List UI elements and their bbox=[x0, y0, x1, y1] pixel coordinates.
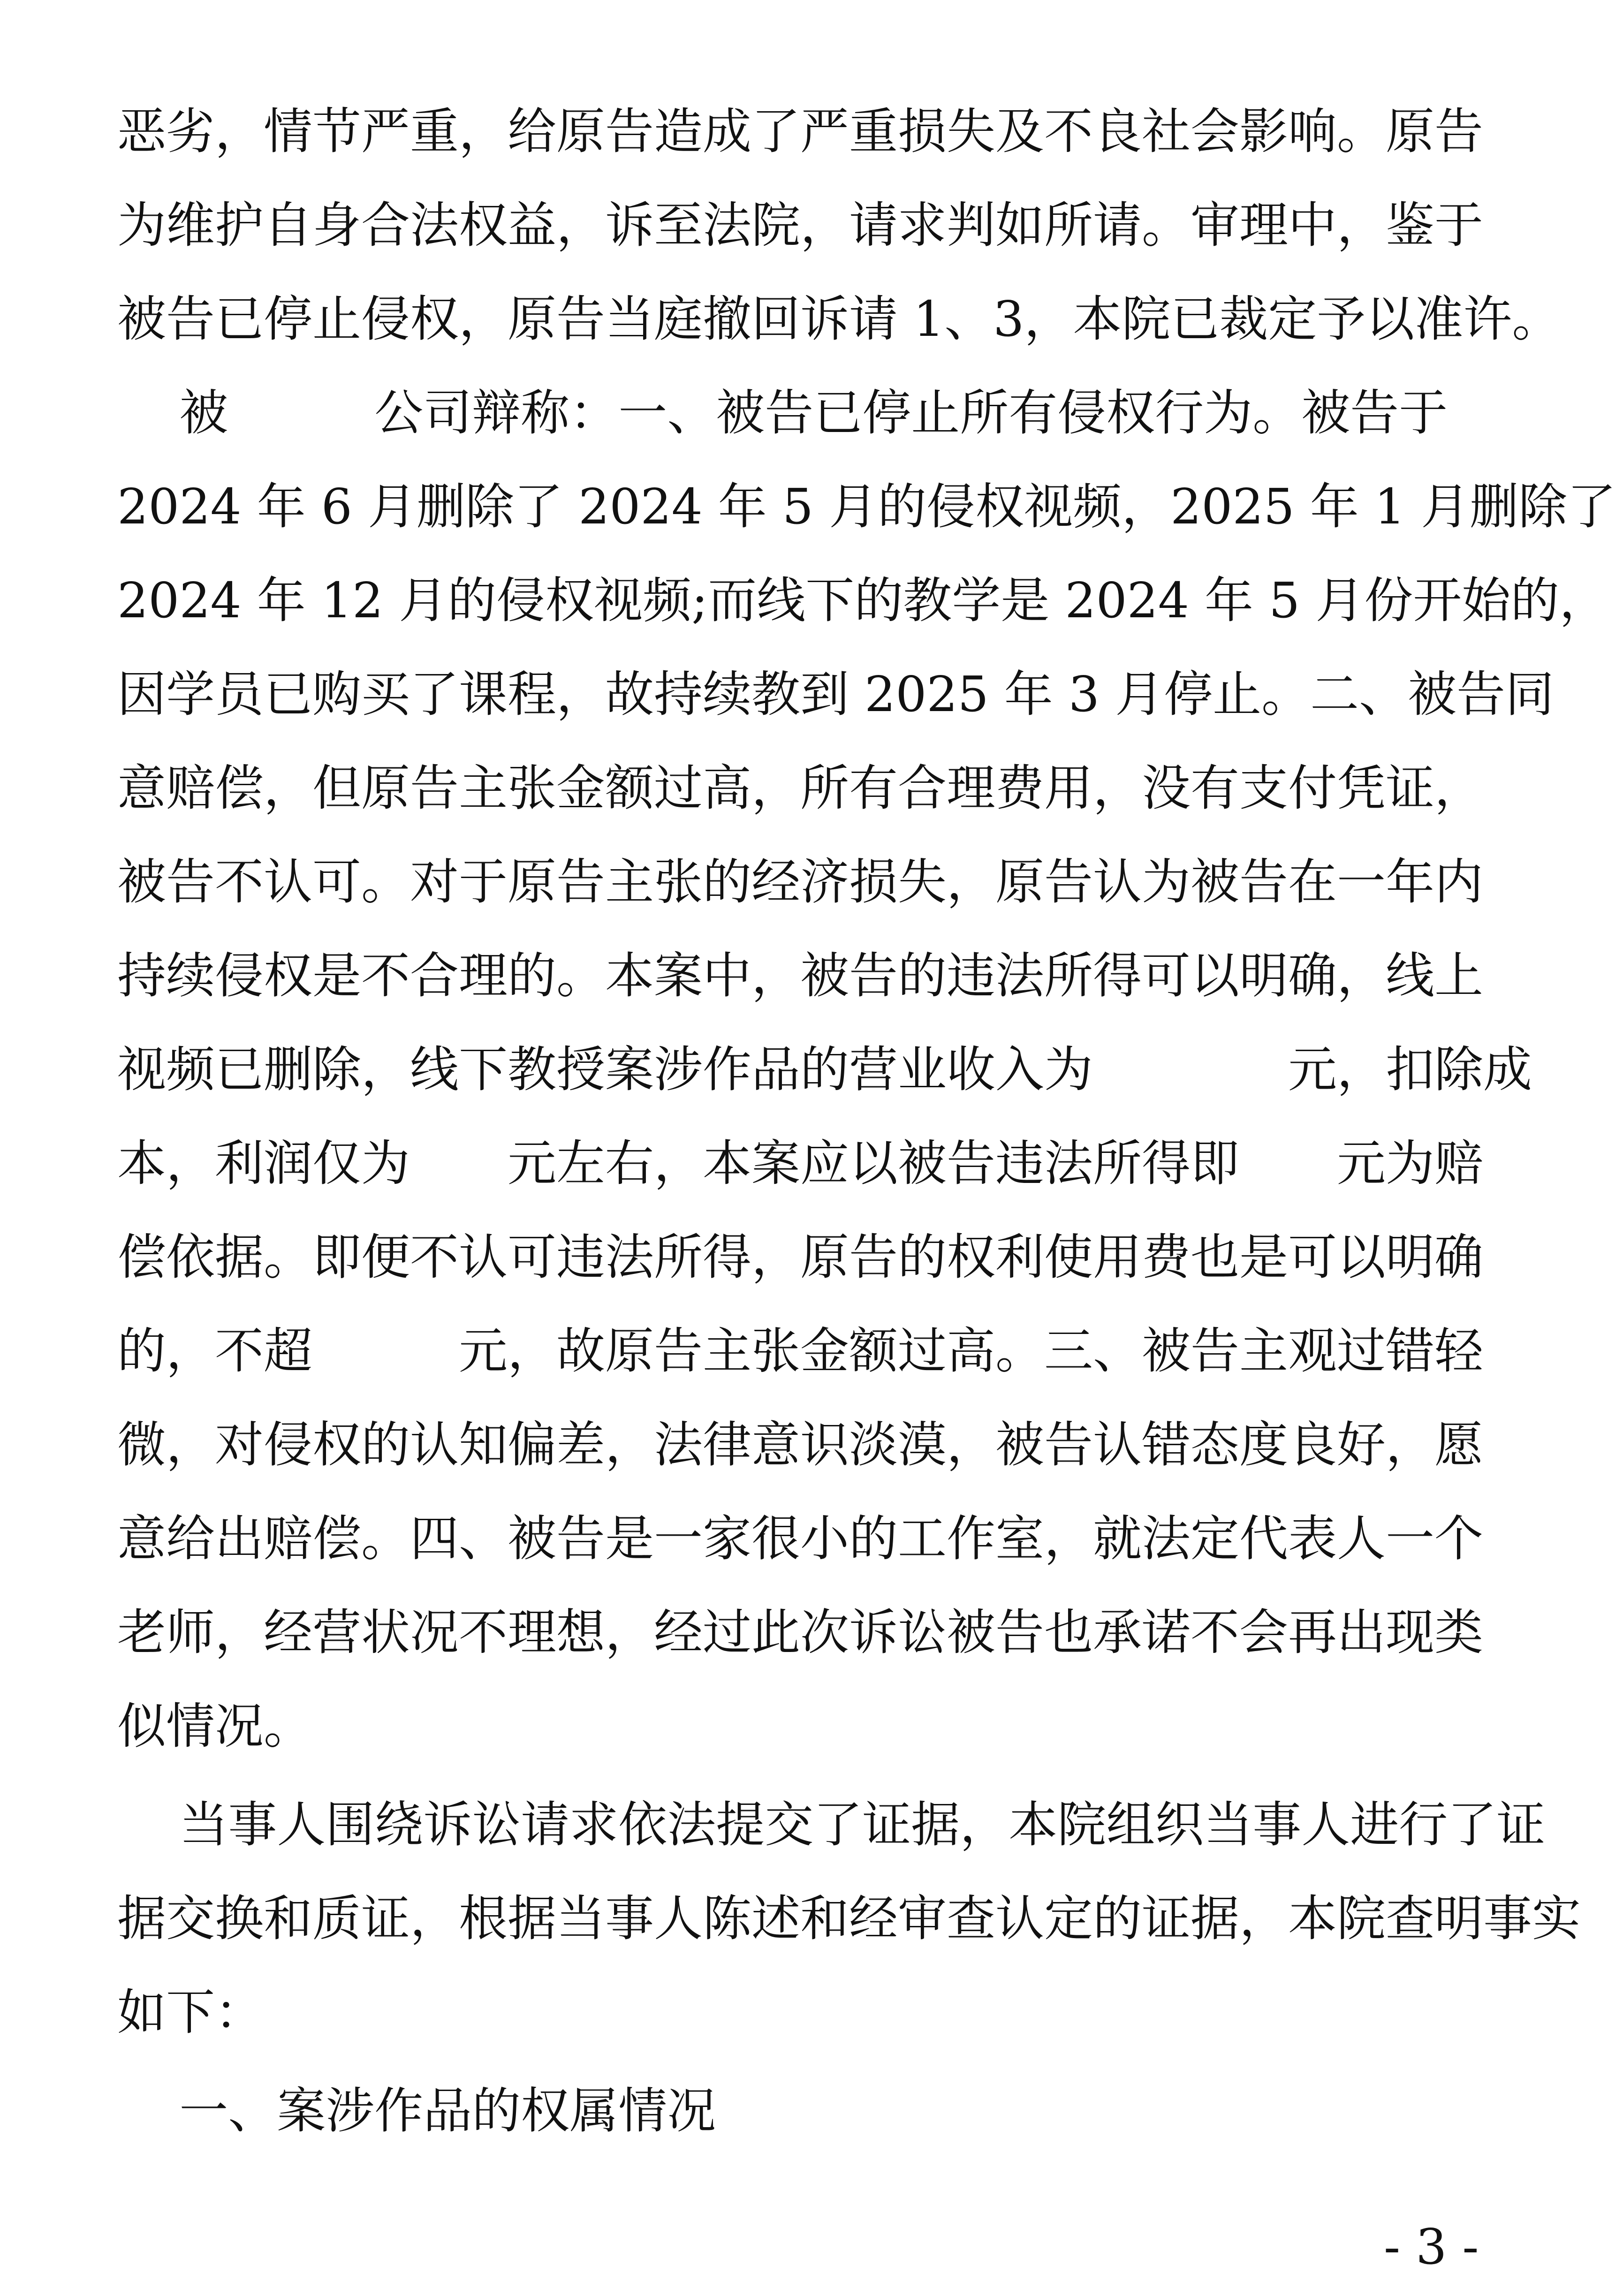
text-line: 据交换和质证，根据当事人陈述和经审查认定的证据，本院查明事实 bbox=[117, 1890, 1581, 1947]
text-line: 恶劣，情节严重，给原告造成了严重损失及不良社会影响。原告 bbox=[117, 103, 1484, 160]
text-line: 被告已停止侵权，原告当庭撤回诉请 1、3，本院已裁定予以准许。 bbox=[117, 290, 1561, 348]
text-line: 意给出赔偿。四、被告是一家很小的工作室，就法定代表人一个 bbox=[117, 1510, 1484, 1567]
text-line: 如下： bbox=[117, 1984, 264, 2041]
text-line: 当事人围绕诉讼请求依法提交了证据，本院组织当事人进行了证 bbox=[117, 1796, 1546, 1853]
text-line: 的，不超 元，故原告主张金额过高。三、被告主观过错轻 bbox=[117, 1322, 1484, 1379]
text-line: 因学员已购买了课程，故持续教到 2025 年 3 月停止。二、被告同 bbox=[117, 666, 1555, 723]
text-line: 老师，经营状况不理想，经过此次诉讼被告也承诺不会再出现类 bbox=[117, 1604, 1484, 1661]
text-line: 2024 年 12 月的侵权视频;而线下的教学是 2024 年 5 月份开始的， bbox=[117, 572, 1608, 629]
text-line: 被告不认可。对于原告主张的经济损失，原告认为被告在一年内 bbox=[117, 853, 1484, 910]
text-line: 持续侵权是不合理的。本案中，被告的违法所得可以明确，线上 bbox=[117, 947, 1484, 1004]
section-heading: 一、案涉作品的权属情况 bbox=[117, 2082, 716, 2139]
text-line: 意赔偿，但原告主张金额过高，所有合理费用，没有支付凭证， bbox=[117, 759, 1484, 817]
text-line: 2024 年 6 月删除了 2024 年 5 月的侵权视频，2025 年 1 月删除了 bbox=[117, 478, 1616, 535]
text-line: 本，利润仅为 元左右，本案应以被告违法所得即 元为赔 bbox=[117, 1135, 1484, 1192]
page-number: - 3 - bbox=[1384, 2218, 1479, 2275]
text-line: 微，对侵权的认知偏差，法律意识淡漠，被告认错态度良好，愿 bbox=[117, 1416, 1484, 1473]
text-line: 偿依据。即便不认可违法所得，原告的权利使用费也是可以明确 bbox=[117, 1228, 1484, 1286]
text-line: 被 公司辩称：一、被告已停止所有侵权行为。被告于 bbox=[117, 384, 1448, 441]
text-line: 视频已删除，线下教授案涉作品的营业收入为 元，扣除成 bbox=[117, 1041, 1532, 1098]
text-line: 似情况。 bbox=[117, 1697, 313, 1755]
text-line: 为维护自身合法权益，诉至法院，请求判如所请。审理中，鉴于 bbox=[117, 197, 1484, 254]
